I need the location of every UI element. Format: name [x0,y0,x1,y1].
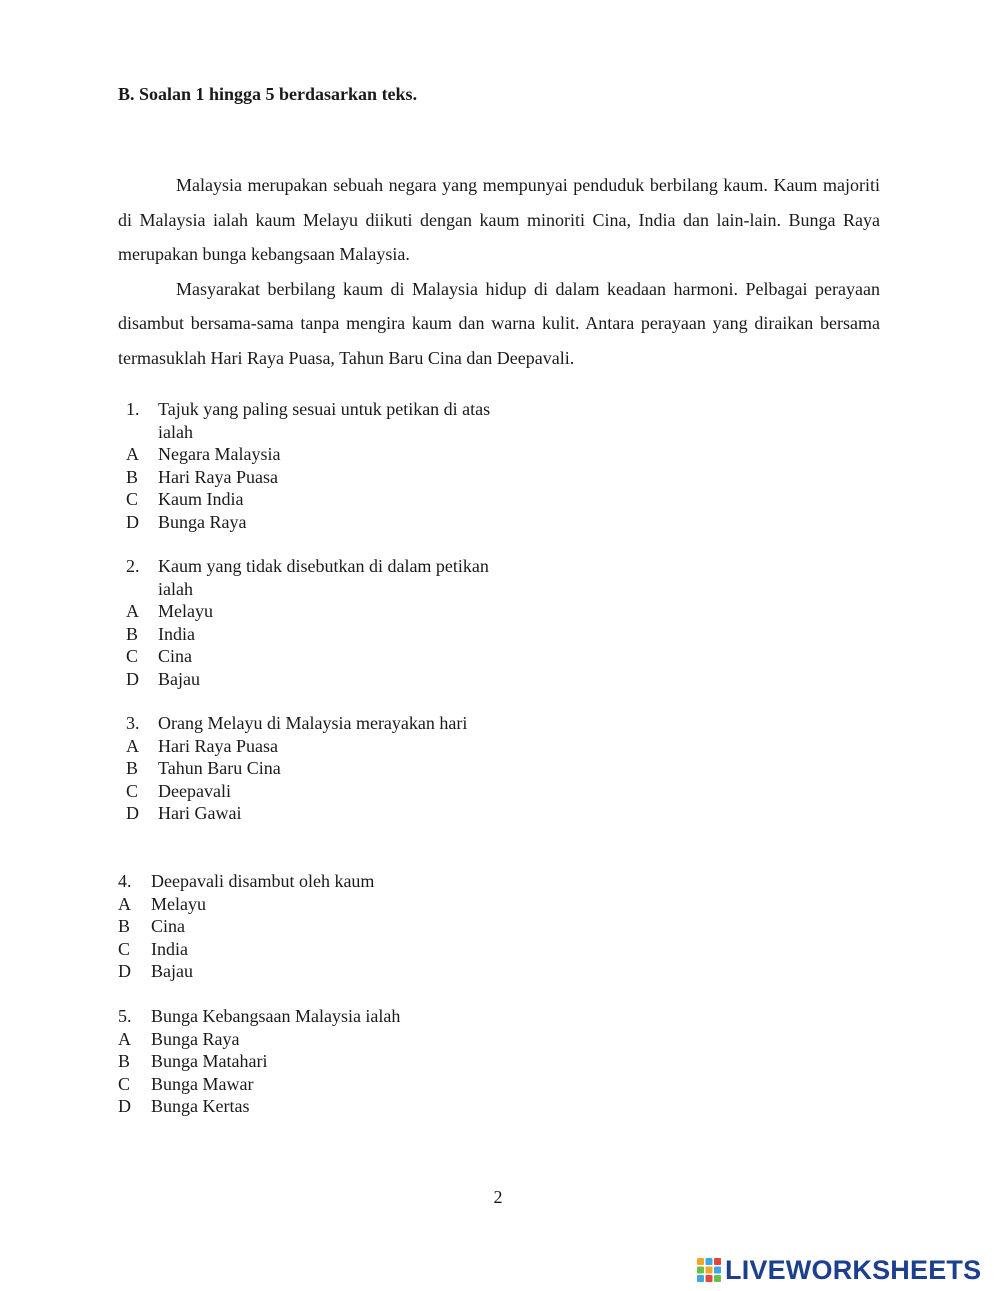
option-a[interactable] [126,443,498,466]
option-d[interactable] [126,802,498,825]
option-text: Bajau [151,961,193,982]
option-b[interactable] [126,757,498,780]
question-number: 1. [126,399,140,419]
option-a[interactable] [126,735,498,758]
question-number: 3. [126,713,140,733]
option-text: Negara Malaysia [158,444,281,465]
option-a[interactable] [118,893,374,916]
option-letter: C [126,780,139,801]
option-c[interactable] [126,488,498,511]
option-letter: A [126,444,139,465]
option-letter: D [126,511,139,532]
option-letter: B [126,466,139,487]
option-text: Bunga Raya [151,1028,240,1049]
option-text: Deepavali [158,780,231,801]
option-a[interactable] [126,600,498,623]
option-d[interactable] [118,1095,400,1118]
option-text: India [158,623,195,644]
question-3 [126,712,498,825]
question-2 [126,555,498,691]
option-text: India [151,938,188,959]
option-letter: D [126,803,139,824]
option-text: Kaum India [158,489,244,510]
option-d[interactable] [126,668,498,691]
option-c[interactable] [126,645,498,668]
passage-paragraph: Malaysia merupakan sebuah negara yang mempunyai penduduk berbilang kaum. Kaum majoriti di Malaysia ialah kaum Melayu diikuti dengan kaum minoriti Cina, India dan lain-lain. Bunga Raya merupakan bunga kebangsaan Malaysia. [118,175,880,264]
option-letter: B [126,758,139,779]
passage-paragraph: Masyarakat berbilang kaum di Malaysia hidup di dalam keadaan harmoni. Pelbagai perayaan disambut bersama-sama tanpa mengira kaum dan warna kulit. Antara perayaan yang diraikan bersama termasuklah Hari Raya Puasa, Tahun Baru Cina dan Deepavali. [118,278,880,368]
section-heading: B. Soalan 1 hingga 5 berdasarkan teks. [118,84,418,104]
option-letter: C [126,489,139,510]
logo-text: LIVEWORKSHEETS [725,1254,982,1285]
liveworksheets-logo-icon [697,1258,721,1282]
option-text: Bunga Kertas [151,1096,250,1117]
option-text: Bunga Matahari [151,1051,268,1072]
option-letter: D [118,961,131,982]
option-letter: D [118,1096,131,1117]
option-letter: B [118,916,131,937]
page-number: 2 [493,1187,503,1207]
option-b[interactable] [118,915,374,938]
question-number: 5. [118,1006,132,1026]
option-text: Cina [151,916,185,937]
option-letter: C [118,1073,131,1094]
option-text: Cina [158,646,192,667]
option-text: Hari Raya Puasa [158,466,278,487]
question-stem: Tajuk yang paling sesuai untuk petikan di atas ialah [158,399,491,442]
option-b[interactable] [126,623,498,646]
question-stem: Kaum yang tidak disebutkan di dalam petikan ialah [158,556,489,599]
option-d[interactable] [118,960,374,983]
option-text: Hari Raya Puasa [158,735,278,756]
option-letter: D [126,668,139,689]
option-text: Melayu [151,893,206,914]
option-c[interactable] [118,1073,400,1096]
option-c[interactable] [126,780,498,803]
option-d[interactable] [126,511,498,534]
option-letter: A [126,601,139,622]
option-letter: B [126,623,139,644]
option-text: Bunga Mawar [151,1073,254,1094]
option-letter: C [118,938,131,959]
option-b[interactable] [118,1050,400,1073]
option-c[interactable] [118,938,374,961]
question-stem: Deepavali disambut oleh kaum [151,871,375,891]
option-text: Hari Gawai [158,803,242,824]
option-letter: C [126,646,139,667]
option-text: Melayu [158,601,213,622]
question-5 [118,1005,400,1118]
question-stem: Orang Melayu di Malaysia merayakan hari [158,713,468,733]
question-number: 2. [126,556,140,576]
question-number: 4. [118,871,132,891]
option-letter: B [118,1051,131,1072]
option-text: Bajau [158,668,200,689]
option-text: Tahun Baru Cina [158,758,281,779]
option-letter: A [118,1028,131,1049]
liveworksheets-logo [697,1256,981,1284]
option-b[interactable] [126,466,498,489]
question-stem: Bunga Kebangsaan Malaysia ialah [151,1006,401,1026]
question-1 [126,398,498,534]
option-letter: A [118,893,131,914]
reading-passage [118,168,880,375]
question-4 [118,870,374,983]
option-text: Bunga Raya [158,511,247,532]
option-letter: A [126,735,139,756]
option-a[interactable] [118,1028,400,1051]
